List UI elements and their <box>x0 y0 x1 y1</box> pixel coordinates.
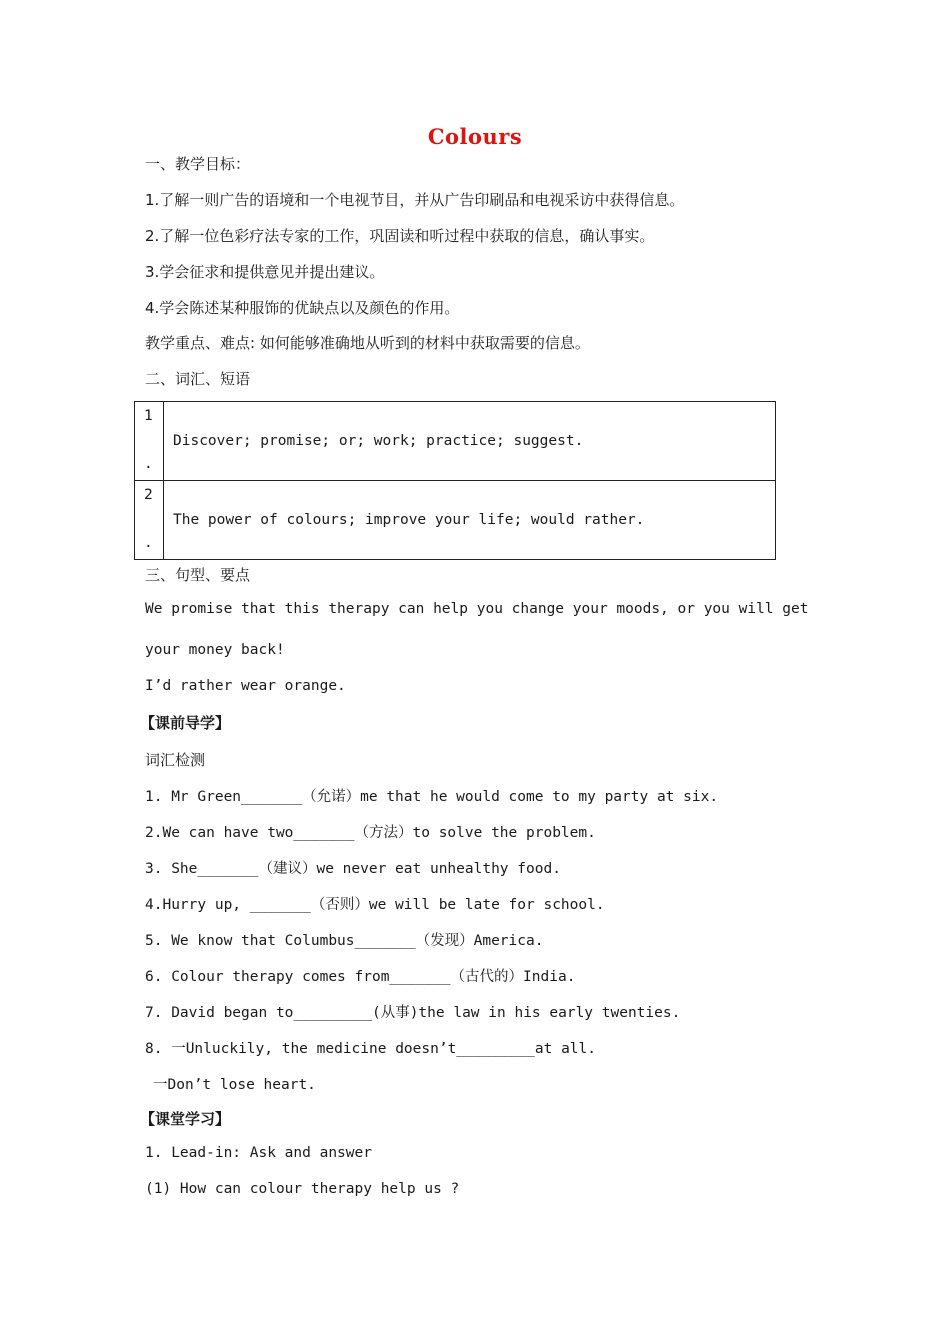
objective-1: 1.了解一则广告的语境和一个电视节目，并从广告印刷品和电视采访中获得信息。 <box>145 191 685 209</box>
classroom-heading: 【课堂学习】 <box>140 1110 231 1128</box>
exercise-item-1: 1. Mr Green_______（允诺）me that he would come to my party at six. <box>145 789 719 805</box>
row-number-cell <box>135 481 164 560</box>
sentence-1-line-1: We promise that this therapy can help you change your moods, or you will get <box>145 601 809 617</box>
row-number-dot: . <box>144 535 153 551</box>
key-points: 教学重点、难点: 如何能够准确地从听到的材料中获取需要的信息。 <box>145 334 590 352</box>
vocab-check-heading: 词汇检测 <box>145 751 206 769</box>
lead-in-item: 1. Lead-in: Ask and answer <box>145 1145 372 1161</box>
row-text: Discover; promise; or; work; practice; suggest. <box>164 402 776 481</box>
preview-heading: 【课前导学】 <box>140 714 231 732</box>
row-number: 2 <box>144 487 153 503</box>
sentence-1-line-2: your money back! <box>145 642 285 658</box>
exercise-item-8: 8. 一Unluckily, the medicine doesn’t_________at all. <box>145 1041 596 1057</box>
document-title: Colours <box>427 124 523 149</box>
exercise-item-3: 3. She_______（建议）we never eat unhealthy food. <box>145 861 561 877</box>
row-number-dot: . <box>144 456 153 472</box>
section-heading-objectives: 一、教学目标： <box>145 155 251 173</box>
row-text: The power of colours; improve your life; would rather. <box>164 481 776 560</box>
section-heading-vocabulary: 二、词汇、短语 <box>145 370 251 388</box>
objective-2: 2.了解一位色彩疗法专家的工作，巩固读和听过程中获取的信息，确认事实。 <box>145 227 655 245</box>
table-row <box>135 402 776 481</box>
exercise-item-2: 2.We can have two_______（方法）to solve the problem. <box>145 825 596 841</box>
exercise-item-8-reply: 一Don’t lose heart. <box>153 1077 316 1093</box>
sentence-2: I’d rather wear orange. <box>145 678 346 694</box>
exercise-item-4: 4.Hurry up, _______（否则）we will be late for school. <box>145 897 605 913</box>
exercise-item-6: 6. Colour therapy comes from_______（古代的）India. <box>145 969 576 985</box>
lead-in-question-1: (1) How can colour therapy help us ? <box>145 1181 460 1197</box>
table-row <box>135 481 776 560</box>
exercise-item-5: 5. We know that Columbus_______（发现）America. <box>145 933 544 949</box>
section-heading-sentences: 三、句型、要点 <box>145 566 251 584</box>
vocabulary-table <box>134 401 776 560</box>
objective-3: 3.学会征求和提供意见并提出建议。 <box>145 263 385 281</box>
row-number: 1 <box>144 408 153 424</box>
exercise-item-7: 7. David began to_________(从事)the law in his early twenties. <box>145 1005 681 1021</box>
row-number-cell <box>135 402 164 481</box>
objective-4: 4.学会陈述某种服饰的优缺点以及颜色的作用。 <box>145 299 460 317</box>
